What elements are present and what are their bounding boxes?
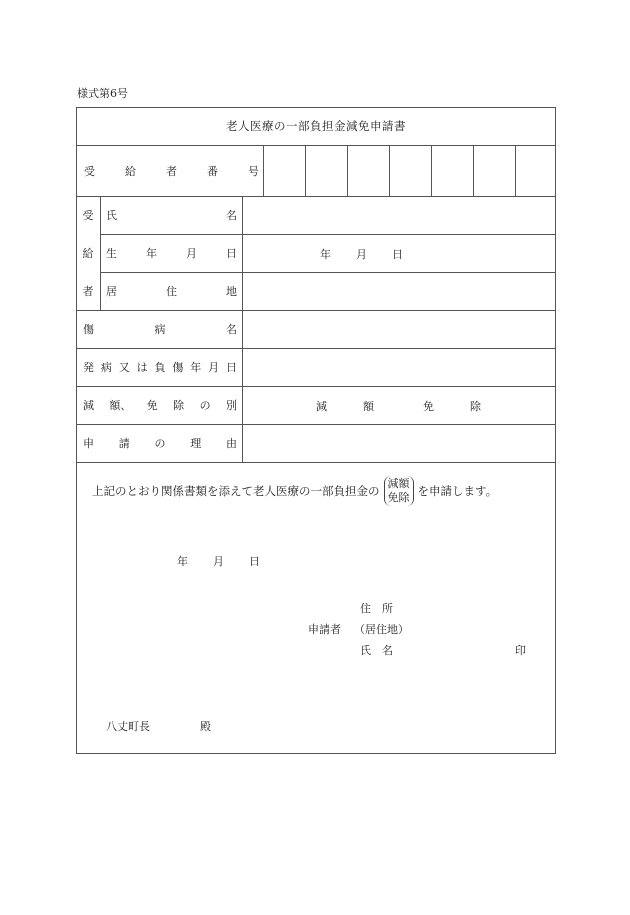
- label-char: 月: [208, 361, 220, 374]
- year-char: 年: [320, 248, 331, 261]
- illness-name-field[interactable]: [243, 311, 555, 348]
- applicant-name-label: 氏 名: [360, 644, 393, 657]
- birth-date-label: [106, 234, 237, 272]
- recipient-number-box-3[interactable]: [348, 146, 388, 195]
- name-label: [106, 196, 237, 234]
- option-reduction[interactable]: 減額: [387, 477, 410, 490]
- col-divider: [100, 196, 101, 310]
- month-char: 月: [356, 248, 367, 261]
- address-label: 住 所: [360, 602, 393, 615]
- label-char: 傷: [172, 361, 184, 374]
- residence-field[interactable]: [243, 273, 555, 310]
- reduction-exemption-choice[interactable]: [384, 476, 414, 506]
- label-char: 免: [146, 399, 158, 412]
- label-char: 病: [100, 361, 112, 374]
- label-char: 居: [106, 285, 117, 298]
- label-char: 申: [83, 437, 94, 450]
- label-char: の: [154, 437, 166, 450]
- label-char: 名: [226, 209, 237, 222]
- onset-date-field[interactable]: [243, 349, 555, 386]
- declaration-text: [92, 476, 497, 506]
- recipient-side-char: 者: [82, 285, 94, 298]
- label-char: 者: [166, 164, 177, 178]
- label-char: 減: [83, 399, 94, 412]
- option-reduction-char: 減: [316, 400, 327, 413]
- label-char: 日: [226, 361, 237, 374]
- option-exemption-char: 除: [470, 400, 481, 413]
- recipient-number-box-1[interactable]: [264, 146, 304, 195]
- recipient-side-char: 受: [82, 209, 94, 222]
- label-char: 発: [83, 361, 94, 374]
- residence-paren-label: （居住地）: [354, 623, 409, 636]
- label-char: 別: [225, 399, 237, 412]
- declaration-after: を申請します。: [417, 484, 498, 498]
- label-char: 年: [190, 361, 202, 374]
- label-char: 月: [186, 247, 197, 260]
- label-char: 病: [154, 323, 166, 336]
- day-char: 日: [392, 248, 403, 261]
- application-day-char: 日: [249, 555, 260, 568]
- label-char: 負: [154, 361, 166, 374]
- label-char: 生: [106, 247, 117, 260]
- onset-date-label: [83, 348, 237, 386]
- label-char: 傷: [83, 323, 94, 336]
- recipient-number-label: [84, 145, 259, 196]
- label-char: 請: [118, 437, 130, 450]
- recipient-number-box-4[interactable]: [390, 146, 430, 195]
- residence-label: [106, 272, 237, 310]
- recipient-number-box-2[interactable]: [306, 146, 346, 195]
- row-divider: [76, 462, 556, 463]
- option-exemption-char: 免: [423, 400, 434, 413]
- reduction-type-field[interactable]: [243, 387, 555, 424]
- label-char: 理: [190, 437, 202, 450]
- label-char: 年: [146, 247, 157, 260]
- recipient-number-box-7[interactable]: [516, 146, 555, 195]
- recipient-number-box-6[interactable]: [474, 146, 514, 195]
- label-char: は: [136, 361, 148, 374]
- form-title: 老人医療の一部負担金減免申請書: [226, 119, 406, 133]
- reason-field[interactable]: [243, 425, 555, 462]
- application-month-char: 月: [213, 555, 224, 568]
- label-char: 名: [226, 323, 237, 336]
- label-char: 番: [207, 164, 218, 178]
- addressee-honorific: 殿: [200, 720, 211, 733]
- recipient-side-char: 給: [82, 247, 94, 260]
- declaration-before: 上記のとおり関係書類を添えて老人医療の一部負担金の: [92, 484, 380, 498]
- label-char: の: [199, 399, 211, 412]
- form-number: 様式第6号: [77, 87, 128, 100]
- application-year-char: 年: [177, 555, 188, 568]
- reason-label: [83, 424, 237, 462]
- addressee-name: 八丈町長: [106, 720, 150, 733]
- label-char: 日: [226, 247, 237, 260]
- label-char: 額、: [109, 399, 132, 412]
- seal-mark: 印: [515, 644, 526, 657]
- recipient-number-box-5[interactable]: [432, 146, 472, 195]
- illness-name-label: [83, 310, 237, 348]
- applicant-label: 申請者: [308, 623, 341, 636]
- label-char: 住: [166, 285, 177, 298]
- label-char: 氏: [106, 209, 117, 222]
- option-exemption[interactable]: 免除: [387, 491, 410, 504]
- option-reduction-char: 額: [363, 400, 374, 413]
- label-char: 給: [125, 164, 136, 178]
- label-char: 号: [248, 164, 259, 178]
- birth-date-field[interactable]: [243, 235, 555, 272]
- label-char: 又: [118, 361, 130, 374]
- reduction-type-label: [83, 386, 237, 424]
- label-char: 除: [173, 399, 185, 412]
- label-char: 由: [226, 437, 237, 450]
- label-char: 受: [84, 164, 95, 178]
- label-char: 地: [226, 285, 237, 298]
- name-field[interactable]: [243, 197, 555, 234]
